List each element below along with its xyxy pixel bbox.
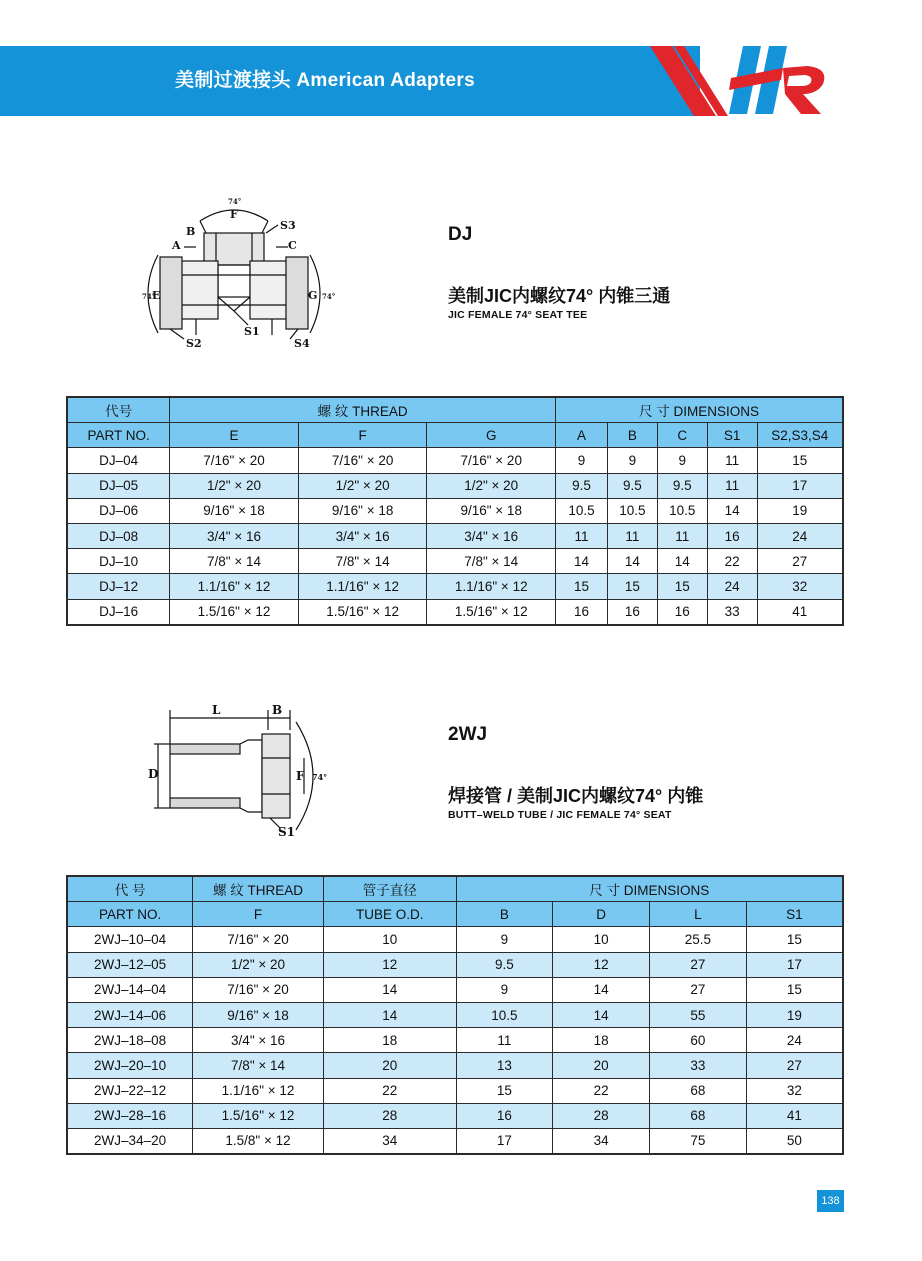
dj-value-cell: 3/4" × 16 bbox=[427, 523, 556, 548]
dj-value-cell: 7/16" × 20 bbox=[427, 448, 556, 473]
dj-value-cell: 3/4" × 16 bbox=[298, 523, 427, 548]
wj-value-cell: 22 bbox=[323, 1078, 456, 1103]
wj-col-header: D bbox=[553, 902, 650, 927]
wj-part-no-cell: 2WJ–34–20 bbox=[67, 1128, 193, 1154]
header-banner bbox=[0, 46, 700, 116]
wj-value-cell: 32 bbox=[746, 1078, 843, 1103]
dj-value-cell: 14 bbox=[707, 498, 757, 523]
wj-value-cell: 9 bbox=[456, 927, 553, 952]
dj-label-angle-top: 74° bbox=[228, 197, 242, 206]
wj-header-row-1 bbox=[67, 876, 843, 902]
dj-col-header: B bbox=[607, 423, 657, 448]
wj-value-cell: 14 bbox=[553, 977, 650, 1002]
wj-header-tube: 管子直径 bbox=[323, 876, 456, 902]
wj-table-row bbox=[67, 1053, 843, 1078]
wj-value-cell: 12 bbox=[553, 952, 650, 977]
wj-spec-table bbox=[66, 875, 844, 1155]
dj-value-cell: 7/8" × 14 bbox=[298, 549, 427, 574]
wj-value-cell: 1.1/16" × 12 bbox=[193, 1078, 324, 1103]
wj-value-cell: 75 bbox=[650, 1128, 747, 1154]
wj-value-cell: 13 bbox=[456, 1053, 553, 1078]
dj-col-header: G bbox=[427, 423, 556, 448]
dj-value-cell: 11 bbox=[607, 523, 657, 548]
dj-value-cell: 14 bbox=[657, 549, 707, 574]
dj-label-s4: S4 bbox=[294, 337, 310, 350]
wj-col-header: TUBE O.D. bbox=[323, 902, 456, 927]
wj-table-row bbox=[67, 1103, 843, 1128]
dj-value-cell: 16 bbox=[556, 599, 608, 625]
dj-part-no-cell: DJ–16 bbox=[67, 599, 170, 625]
dj-value-cell: 7/8" × 14 bbox=[170, 549, 299, 574]
wj-value-cell: 27 bbox=[746, 1053, 843, 1078]
wj-value-cell: 17 bbox=[456, 1128, 553, 1154]
wj-value-cell: 18 bbox=[553, 1028, 650, 1053]
wj-header-part-cn: 代 号 bbox=[67, 876, 193, 902]
hr-logo bbox=[725, 38, 835, 122]
wj-value-cell: 7/16" × 20 bbox=[193, 927, 324, 952]
dj-value-cell: 16 bbox=[607, 599, 657, 625]
wj-value-cell: 19 bbox=[746, 1002, 843, 1027]
banner-stripes-graphic bbox=[610, 46, 730, 116]
dj-tee-drawing bbox=[136, 195, 336, 355]
dj-table-row bbox=[67, 498, 843, 523]
wj-label-s1: S1 bbox=[278, 825, 296, 839]
dj-value-cell: 14 bbox=[607, 549, 657, 574]
wj-part-no-cell: 2WJ–14–06 bbox=[67, 1002, 193, 1027]
dj-value-cell: 27 bbox=[757, 549, 843, 574]
dj-col-header: S2,S3,S4 bbox=[757, 423, 843, 448]
wj-section-code: 2WJ bbox=[448, 724, 488, 745]
wj-table-row bbox=[67, 1028, 843, 1053]
dj-header-thread: 螺 纹 THREAD bbox=[170, 397, 556, 423]
dj-value-cell: 17 bbox=[757, 473, 843, 498]
dj-table-row bbox=[67, 448, 843, 473]
wj-value-cell: 7/16" × 20 bbox=[193, 977, 324, 1002]
wj-table-row bbox=[67, 977, 843, 1002]
wj-label-d: D bbox=[148, 767, 159, 781]
dj-col-header: E bbox=[170, 423, 299, 448]
dj-value-cell: 9 bbox=[657, 448, 707, 473]
dj-part-no-cell: DJ–12 bbox=[67, 574, 170, 599]
wj-part-no-cell: 2WJ–22–12 bbox=[67, 1078, 193, 1103]
dj-value-cell: 22 bbox=[707, 549, 757, 574]
dj-part-no-cell: DJ–05 bbox=[67, 473, 170, 498]
wj-header-row-2 bbox=[67, 902, 843, 927]
wj-part-no-cell: 2WJ–12–05 bbox=[67, 952, 193, 977]
dj-value-cell: 9.5 bbox=[556, 473, 608, 498]
wj-label-l: L bbox=[212, 703, 221, 717]
dj-value-cell: 33 bbox=[707, 599, 757, 625]
wj-table-row bbox=[67, 1128, 843, 1154]
dj-col-header: S1 bbox=[707, 423, 757, 448]
dj-value-cell: 14 bbox=[556, 549, 608, 574]
dj-header-part-en: PART NO. bbox=[67, 423, 170, 448]
dj-part-no-cell: DJ–06 bbox=[67, 498, 170, 523]
wj-value-cell: 15 bbox=[746, 977, 843, 1002]
wj-value-cell: 7/8" × 14 bbox=[193, 1053, 324, 1078]
dj-value-cell: 1.1/16" × 12 bbox=[170, 574, 299, 599]
wj-part-no-cell: 2WJ–18–08 bbox=[67, 1028, 193, 1053]
wj-table-row bbox=[67, 1078, 843, 1103]
wj-value-cell: 9 bbox=[456, 977, 553, 1002]
dj-value-cell: 9/16" × 18 bbox=[170, 498, 299, 523]
dj-col-header: A bbox=[556, 423, 608, 448]
wj-value-cell: 55 bbox=[650, 1002, 747, 1027]
wj-butt-weld-drawing bbox=[144, 700, 334, 840]
wj-value-cell: 18 bbox=[323, 1028, 456, 1053]
wj-value-cell: 22 bbox=[553, 1078, 650, 1103]
dj-table-row bbox=[67, 473, 843, 498]
dj-value-cell: 24 bbox=[757, 523, 843, 548]
dj-value-cell: 19 bbox=[757, 498, 843, 523]
wj-value-cell: 27 bbox=[650, 977, 747, 1002]
wj-col-header: B bbox=[456, 902, 553, 927]
dj-value-cell: 1.1/16" × 12 bbox=[427, 574, 556, 599]
dj-value-cell: 9.5 bbox=[657, 473, 707, 498]
wj-label-angle: 74° bbox=[312, 772, 328, 782]
wj-value-cell: 68 bbox=[650, 1078, 747, 1103]
dj-value-cell: 32 bbox=[757, 574, 843, 599]
wj-value-cell: 9/16" × 18 bbox=[193, 1002, 324, 1027]
dj-part-no-cell: DJ–08 bbox=[67, 523, 170, 548]
dj-label-f: F bbox=[230, 208, 238, 221]
dj-header-row-2 bbox=[67, 423, 843, 448]
dj-header-row-1 bbox=[67, 397, 843, 423]
wj-label-b: B bbox=[272, 703, 283, 717]
page-number: 138 bbox=[817, 1190, 844, 1212]
dj-value-cell: 41 bbox=[757, 599, 843, 625]
dj-value-cell: 1.5/16" × 12 bbox=[427, 599, 556, 625]
dj-label-s1: S1 bbox=[244, 325, 260, 338]
wj-col-header: F bbox=[193, 902, 324, 927]
dj-value-cell: 1.1/16" × 12 bbox=[298, 574, 427, 599]
dj-label-c: C bbox=[288, 239, 297, 252]
dj-value-cell: 3/4" × 16 bbox=[170, 523, 299, 548]
dj-value-cell: 1.5/16" × 12 bbox=[298, 599, 427, 625]
wj-part-no-cell: 2WJ–20–10 bbox=[67, 1053, 193, 1078]
dj-label-a: A bbox=[172, 239, 181, 252]
dj-table-row bbox=[67, 549, 843, 574]
wj-value-cell: 17 bbox=[746, 952, 843, 977]
wj-value-cell: 1.5/16" × 12 bbox=[193, 1103, 324, 1128]
dj-value-cell: 10.5 bbox=[607, 498, 657, 523]
dj-label-g: G bbox=[308, 289, 318, 302]
wj-value-cell: 14 bbox=[323, 977, 456, 1002]
wj-value-cell: 10 bbox=[553, 927, 650, 952]
dj-label-angle-right: 74° bbox=[322, 292, 336, 301]
dj-value-cell: 9 bbox=[556, 448, 608, 473]
dj-value-cell: 7/16" × 20 bbox=[298, 448, 427, 473]
dj-value-cell: 24 bbox=[707, 574, 757, 599]
dj-value-cell: 15 bbox=[556, 574, 608, 599]
dj-value-cell: 16 bbox=[657, 599, 707, 625]
wj-value-cell: 9.5 bbox=[456, 952, 553, 977]
dj-value-cell: 1.5/16" × 12 bbox=[170, 599, 299, 625]
wj-header-part-en: PART NO. bbox=[67, 902, 193, 927]
wj-section-title-cn: 焊接管 / 美制JIC内螺纹74° 内锥 bbox=[448, 786, 704, 806]
wj-label-f: F bbox=[296, 769, 305, 783]
wj-value-cell: 27 bbox=[650, 952, 747, 977]
dj-label-s3: S3 bbox=[280, 219, 296, 232]
wj-value-cell: 1.5/8" × 12 bbox=[193, 1128, 324, 1154]
dj-value-cell: 10.5 bbox=[556, 498, 608, 523]
dj-value-cell: 1/2" × 20 bbox=[427, 473, 556, 498]
dj-label-s2: S2 bbox=[186, 337, 202, 350]
dj-section-title-en: JIC FEMALE 74° SEAT TEE bbox=[448, 309, 588, 321]
wj-value-cell: 12 bbox=[323, 952, 456, 977]
dj-col-header: C bbox=[657, 423, 707, 448]
page-title: 美制过渡接头 American Adapters bbox=[174, 70, 475, 91]
wj-value-cell: 15 bbox=[746, 927, 843, 952]
wj-value-cell: 11 bbox=[456, 1028, 553, 1053]
dj-value-cell: 1/2" × 20 bbox=[298, 473, 427, 498]
wj-value-cell: 20 bbox=[553, 1053, 650, 1078]
wj-value-cell: 3/4" × 16 bbox=[193, 1028, 324, 1053]
wj-value-cell: 24 bbox=[746, 1028, 843, 1053]
wj-value-cell: 16 bbox=[456, 1103, 553, 1128]
dj-value-cell: 15 bbox=[607, 574, 657, 599]
wj-value-cell: 10.5 bbox=[456, 1002, 553, 1027]
dj-value-cell: 9/16" × 18 bbox=[427, 498, 556, 523]
wj-header-dimensions: 尺 寸 DIMENSIONS bbox=[456, 876, 843, 902]
dj-part-no-cell: DJ–10 bbox=[67, 549, 170, 574]
dj-table-row bbox=[67, 574, 843, 599]
dj-value-cell: 15 bbox=[657, 574, 707, 599]
dj-value-cell: 11 bbox=[556, 523, 608, 548]
dj-value-cell: 9/16" × 18 bbox=[298, 498, 427, 523]
dj-value-cell: 1/2" × 20 bbox=[170, 473, 299, 498]
wj-value-cell: 41 bbox=[746, 1103, 843, 1128]
wj-part-no-cell: 2WJ–28–16 bbox=[67, 1103, 193, 1128]
wj-value-cell: 20 bbox=[323, 1053, 456, 1078]
dj-spec-table bbox=[66, 396, 844, 626]
dj-table-row bbox=[67, 523, 843, 548]
wj-part-no-cell: 2WJ–14–04 bbox=[67, 977, 193, 1002]
wj-value-cell: 10 bbox=[323, 927, 456, 952]
dj-value-cell: 7/8" × 14 bbox=[427, 549, 556, 574]
dj-value-cell: 9 bbox=[607, 448, 657, 473]
dj-header-dimensions: 尺 寸 DIMENSIONS bbox=[556, 397, 843, 423]
dj-section-code: DJ bbox=[448, 224, 473, 245]
wj-table-row bbox=[67, 927, 843, 952]
wj-col-header: S1 bbox=[746, 902, 843, 927]
wj-part-no-cell: 2WJ–10–04 bbox=[67, 927, 193, 952]
dj-value-cell: 11 bbox=[657, 523, 707, 548]
dj-label-b: B bbox=[186, 225, 196, 238]
dj-label-e: E bbox=[152, 289, 161, 302]
wj-value-cell: 33 bbox=[650, 1053, 747, 1078]
wj-value-cell: 28 bbox=[553, 1103, 650, 1128]
dj-value-cell: 11 bbox=[707, 473, 757, 498]
dj-value-cell: 10.5 bbox=[657, 498, 707, 523]
dj-label-angle-left: 74° bbox=[142, 292, 156, 301]
wj-section-title-en: BUTT–WELD TUBE / JIC FEMALE 74° SEAT bbox=[448, 809, 672, 821]
wj-value-cell: 28 bbox=[323, 1103, 456, 1128]
wj-value-cell: 60 bbox=[650, 1028, 747, 1053]
wj-value-cell: 34 bbox=[553, 1128, 650, 1154]
dj-value-cell: 7/16" × 20 bbox=[170, 448, 299, 473]
wj-value-cell: 15 bbox=[456, 1078, 553, 1103]
dj-value-cell: 15 bbox=[757, 448, 843, 473]
dj-section-title-cn: 美制JIC内螺纹74° 内锥三通 bbox=[448, 286, 671, 306]
wj-value-cell: 14 bbox=[553, 1002, 650, 1027]
wj-table-row bbox=[67, 952, 843, 977]
dj-value-cell: 9.5 bbox=[607, 473, 657, 498]
dj-value-cell: 16 bbox=[707, 523, 757, 548]
wj-value-cell: 14 bbox=[323, 1002, 456, 1027]
wj-value-cell: 34 bbox=[323, 1128, 456, 1154]
wj-value-cell: 1/2" × 20 bbox=[193, 952, 324, 977]
wj-table-row bbox=[67, 1002, 843, 1027]
dj-part-no-cell: DJ–04 bbox=[67, 448, 170, 473]
wj-value-cell: 68 bbox=[650, 1103, 747, 1128]
dj-header-part-cn: 代号 bbox=[67, 397, 170, 423]
wj-value-cell: 50 bbox=[746, 1128, 843, 1154]
dj-value-cell: 11 bbox=[707, 448, 757, 473]
wj-value-cell: 25.5 bbox=[650, 927, 747, 952]
wj-col-header: L bbox=[650, 902, 747, 927]
dj-table-row bbox=[67, 599, 843, 625]
wj-header-thread: 螺 纹 THREAD bbox=[193, 876, 324, 902]
dj-col-header: F bbox=[298, 423, 427, 448]
